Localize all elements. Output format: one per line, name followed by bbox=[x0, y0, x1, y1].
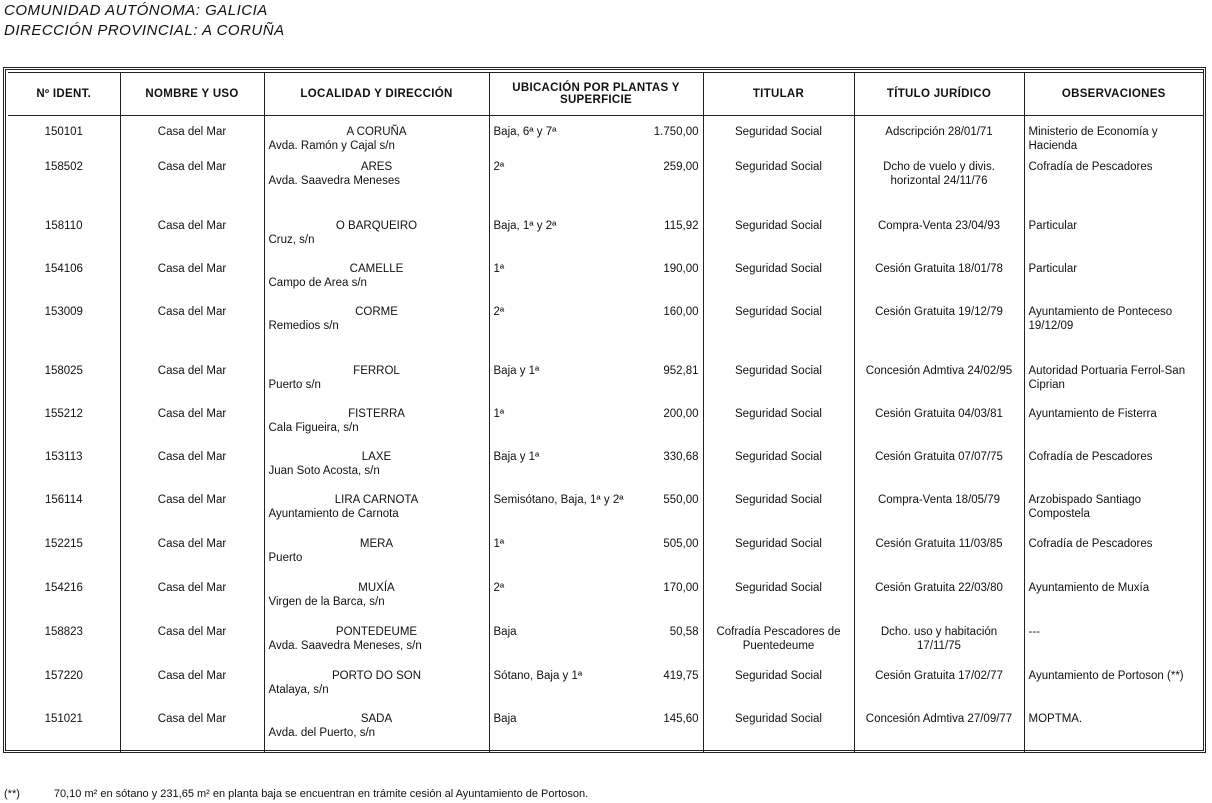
table-row bbox=[8, 219, 1203, 262]
cell-observaciones: Ayuntamiento de Portoson (**) bbox=[1024, 669, 1203, 712]
cell-ident: 158823 bbox=[8, 625, 120, 669]
cell-ubicacion bbox=[489, 116, 703, 160]
cell-nombre: Casa del Mar bbox=[120, 160, 264, 219]
table-row bbox=[8, 493, 1203, 537]
footnote-mark: (**) bbox=[4, 788, 20, 800]
cell-observaciones: --- bbox=[1024, 625, 1203, 669]
localidad-name: O BARQUEIRO bbox=[335, 219, 418, 232]
cell-titulo: Dcho de vuelo y divis. horizontal 24/11/76 bbox=[854, 160, 1024, 219]
cell-titulo: Compra-Venta 23/04/93 bbox=[854, 219, 1024, 262]
cell-nombre: Casa del Mar bbox=[120, 364, 264, 407]
cell-localidad bbox=[264, 407, 489, 450]
localidad-address: Virgen de la Barca, s/n bbox=[268, 595, 385, 608]
localidad-address: Puerto bbox=[268, 551, 303, 564]
cell-nombre: Casa del Mar bbox=[120, 537, 264, 581]
ubicacion-plantas: 2ª bbox=[493, 305, 505, 318]
cell-localidad bbox=[264, 160, 489, 219]
ubicacion-superficie: 50,58 bbox=[669, 625, 699, 638]
cell-titulo: Cesión Gratuita 22/03/80 bbox=[854, 581, 1024, 625]
cell-observaciones: Particular bbox=[1024, 262, 1203, 305]
col-header-titular: TITULAR bbox=[703, 73, 854, 116]
cell-ubicacion bbox=[489, 537, 703, 581]
table-row bbox=[8, 160, 1203, 219]
localidad-name: FERROL bbox=[353, 364, 400, 377]
cell-titular: Seguridad Social bbox=[703, 581, 854, 625]
cell-titular: Cofradía Pescadores de Puentedeume bbox=[703, 625, 854, 669]
cell-localidad bbox=[264, 669, 489, 712]
ubicacion-superficie: 170,00 bbox=[663, 581, 699, 594]
cell-titular: Seguridad Social bbox=[703, 305, 854, 364]
cell-observaciones: Particular bbox=[1024, 219, 1203, 262]
ubicacion-superficie: 200,00 bbox=[663, 407, 699, 420]
cell-observaciones: Cofradía de Pescadores bbox=[1024, 160, 1203, 219]
cell-titular: Seguridad Social bbox=[703, 364, 854, 407]
localidad-name: MERA bbox=[359, 537, 394, 550]
ubicacion-superficie: 115,92 bbox=[664, 219, 699, 232]
province-heading: DIRECCIÓN PROVINCIAL: A CORUÑA bbox=[4, 22, 285, 39]
table-row bbox=[8, 537, 1203, 581]
cell-ident: 154106 bbox=[8, 262, 120, 305]
ubicacion-plantas: 1ª bbox=[493, 262, 505, 275]
cell-ident: 154216 bbox=[8, 581, 120, 625]
col-header-observaciones: OBSERVACIONES bbox=[1024, 73, 1203, 116]
cell-ident: 156114 bbox=[8, 493, 120, 537]
ubicacion-superficie: 505,00 bbox=[663, 537, 699, 550]
table-header-row bbox=[8, 73, 1203, 116]
cell-observaciones: Ministerio de Economía y Hacienda bbox=[1024, 116, 1203, 160]
cell-localidad bbox=[264, 305, 489, 364]
cell-titular: Seguridad Social bbox=[703, 450, 854, 493]
cell-ident: 158502 bbox=[8, 160, 120, 219]
cell-ident: 158110 bbox=[8, 219, 120, 262]
region-heading: COMUNIDAD AUTÓNOMA: GALICIA bbox=[4, 2, 268, 19]
cell-ubicacion bbox=[489, 625, 703, 669]
ubicacion-plantas: Semisótano, Baja, 1ª y 2ª bbox=[493, 493, 624, 506]
ubicacion-superficie: 259,00 bbox=[663, 160, 699, 173]
cell-ubicacion bbox=[489, 160, 703, 219]
ubicacion-superficie: 550,00 bbox=[663, 493, 699, 506]
cell-nombre: Casa del Mar bbox=[120, 669, 264, 712]
cell-ubicacion bbox=[489, 669, 703, 712]
localidad-name: SADA bbox=[360, 712, 393, 725]
cell-nombre: Casa del Mar bbox=[120, 625, 264, 669]
col-header-ident: Nº IDENT. bbox=[8, 73, 120, 116]
cell-localidad bbox=[264, 364, 489, 407]
cell-localidad bbox=[264, 581, 489, 625]
col-header-nombre: NOMBRE Y USO bbox=[120, 73, 264, 116]
cell-ident: 157220 bbox=[8, 669, 120, 712]
cell-nombre: Casa del Mar bbox=[120, 116, 264, 160]
localidad-name: A CORUÑA bbox=[346, 126, 407, 138]
ubicacion-superficie: 160,00 bbox=[663, 305, 699, 318]
cell-observaciones: Ayuntamiento de Muxía bbox=[1024, 581, 1203, 625]
cell-nombre: Casa del Mar bbox=[120, 712, 264, 752]
cell-titular: Seguridad Social bbox=[703, 262, 854, 305]
cell-ident: 158025 bbox=[8, 364, 120, 407]
cell-ubicacion bbox=[489, 712, 703, 752]
ubicacion-superficie: 145,60 bbox=[663, 712, 699, 725]
cell-ubicacion bbox=[489, 407, 703, 450]
cell-ident: 153113 bbox=[8, 450, 120, 493]
footnote-text: 70,10 m² en sótano y 231,65 m² en planta baja se encuentran en trámite cesión al Ayuntamiento de Portoson. bbox=[53, 788, 589, 800]
cell-ubicacion bbox=[489, 262, 703, 305]
localidad-name: LIRA CARNOTA bbox=[334, 493, 419, 506]
ubicacion-superficie: 1.750,00 bbox=[653, 126, 699, 138]
ubicacion-plantas: 1ª bbox=[493, 537, 505, 550]
localidad-name: CAMELLE bbox=[349, 262, 404, 275]
ubicacion-plantas: Sótano, Baja y 1ª bbox=[493, 669, 583, 682]
localidad-name: PORTO DO SON bbox=[331, 669, 422, 682]
localidad-address: Atalaya, s/n bbox=[268, 683, 329, 696]
cell-localidad bbox=[264, 219, 489, 262]
cell-nombre: Casa del Mar bbox=[120, 581, 264, 625]
ubicacion-plantas: Baja bbox=[493, 625, 517, 638]
cell-ubicacion bbox=[489, 219, 703, 262]
cell-titular: Seguridad Social bbox=[703, 669, 854, 712]
cell-ident: 151021 bbox=[8, 712, 120, 752]
cell-observaciones: Ayuntamiento de Ponteceso 19/12/09 bbox=[1024, 305, 1203, 364]
cell-titulo: Cesión Gratuita 17/02/77 bbox=[854, 669, 1024, 712]
cell-titulo: Cesión Gratuita 07/07/75 bbox=[854, 450, 1024, 493]
localidad-name: CORME bbox=[355, 305, 398, 318]
cell-localidad bbox=[264, 116, 489, 160]
localidad-address: Puerto s/n bbox=[268, 378, 321, 391]
ubicacion-superficie: 190,00 bbox=[663, 262, 699, 275]
cell-observaciones: MOPTMA. bbox=[1024, 712, 1203, 752]
localidad-name: PONTEDEUME bbox=[335, 625, 418, 638]
table-row bbox=[8, 305, 1203, 364]
cell-localidad bbox=[264, 625, 489, 669]
table-row bbox=[8, 262, 1203, 305]
localidad-address: Avda. Saavedra Meneses bbox=[268, 174, 400, 187]
cell-titular: Seguridad Social bbox=[703, 219, 854, 262]
ubicacion-plantas: Baja, 6ª y 7ª bbox=[493, 126, 557, 138]
ubicacion-superficie: 952,81 bbox=[663, 364, 699, 377]
cell-ident: 152215 bbox=[8, 537, 120, 581]
cell-titulo: Adscripción 28/01/71 bbox=[854, 116, 1024, 160]
ubicacion-plantas: Baja, 1ª y 2ª bbox=[493, 219, 557, 232]
cell-titulo: Concesión Admtiva 24/02/95 bbox=[854, 364, 1024, 407]
footnote bbox=[4, 788, 588, 800]
localidad-address: Campo de Area s/n bbox=[268, 276, 367, 289]
cell-ubicacion bbox=[489, 364, 703, 407]
localidad-address: Ayuntamiento de Carnota bbox=[268, 507, 399, 520]
ubicacion-plantas: 1ª bbox=[493, 407, 505, 420]
table-row bbox=[8, 116, 1203, 160]
cell-nombre: Casa del Mar bbox=[120, 450, 264, 493]
table-row bbox=[8, 581, 1203, 625]
cell-ubicacion bbox=[489, 493, 703, 537]
cell-titular: Seguridad Social bbox=[703, 493, 854, 537]
cell-nombre: Casa del Mar bbox=[120, 407, 264, 450]
cell-nombre: Casa del Mar bbox=[120, 262, 264, 305]
cell-observaciones: Cofradía de Pescadores bbox=[1024, 450, 1203, 493]
ubicacion-plantas: 2ª bbox=[493, 581, 505, 594]
table-row bbox=[8, 407, 1203, 450]
cell-titular: Seguridad Social bbox=[703, 407, 854, 450]
cell-nombre: Casa del Mar bbox=[120, 493, 264, 537]
cell-ident: 155212 bbox=[8, 407, 120, 450]
table-row bbox=[8, 712, 1203, 752]
cell-titular: Seguridad Social bbox=[703, 537, 854, 581]
cell-titulo: Cesión Gratuita 04/03/81 bbox=[854, 407, 1024, 450]
cell-ident: 150101 bbox=[8, 116, 120, 160]
cell-titulo: Concesión Admtiva 27/09/77 bbox=[854, 712, 1024, 752]
cell-ident: 153009 bbox=[8, 305, 120, 364]
cell-titulo: Cesión Gratuita 19/12/79 bbox=[854, 305, 1024, 364]
cell-localidad bbox=[264, 537, 489, 581]
ubicacion-plantas: 2ª bbox=[493, 160, 505, 173]
cell-titular: Seguridad Social bbox=[703, 712, 854, 752]
col-header-localidad: LOCALIDAD Y DIRECCIÓN bbox=[264, 73, 489, 116]
cell-nombre: Casa del Mar bbox=[120, 305, 264, 364]
cell-localidad bbox=[264, 262, 489, 305]
cell-observaciones: Arzobispado Santiago Compostela bbox=[1024, 493, 1203, 537]
cell-titulo: Dcho. uso y habitación 17/11/75 bbox=[854, 625, 1024, 669]
cell-titular: Seguridad Social bbox=[703, 116, 854, 160]
localidad-address: Avda. Saavedra Meneses, s/n bbox=[268, 639, 422, 652]
cell-ubicacion bbox=[489, 305, 703, 364]
ubicacion-plantas: Baja y 1ª bbox=[493, 450, 540, 463]
ubicacion-plantas: Baja bbox=[493, 712, 517, 725]
cell-observaciones: Autoridad Portuaria Ferrol-San Ciprian bbox=[1024, 364, 1203, 407]
localidad-address: Juan Soto Acosta, s/n bbox=[268, 464, 380, 477]
cell-observaciones: Ayuntamiento de Fisterra bbox=[1024, 407, 1203, 450]
ubicacion-superficie: 330,68 bbox=[663, 450, 699, 463]
localidad-address: Avda. del Puerto, s/n bbox=[268, 726, 376, 739]
cell-localidad bbox=[264, 450, 489, 493]
localidad-address: Cruz, s/n bbox=[268, 233, 315, 246]
cell-titular: Seguridad Social bbox=[703, 160, 854, 219]
localidad-address: Cala Figueira, s/n bbox=[268, 421, 359, 434]
property-table bbox=[8, 72, 1203, 752]
table-row bbox=[8, 669, 1203, 712]
localidad-name: MUXÍA bbox=[358, 581, 395, 594]
ubicacion-plantas: Baja y 1ª bbox=[493, 364, 540, 377]
localidad-address: Avda. Ramón y Cajal s/n bbox=[268, 140, 395, 152]
localidad-address: Remedios s/n bbox=[268, 319, 339, 332]
localidad-name: ARES bbox=[360, 160, 393, 173]
table-row bbox=[8, 625, 1203, 669]
localidad-name: LAXE bbox=[361, 450, 392, 463]
property-table-frame bbox=[3, 67, 1206, 753]
table-row bbox=[8, 364, 1203, 407]
table-row bbox=[8, 450, 1203, 493]
cell-observaciones: Cofradía de Pescadores bbox=[1024, 537, 1203, 581]
cell-ubicacion bbox=[489, 450, 703, 493]
cell-ubicacion bbox=[489, 581, 703, 625]
cell-titulo: Cesión Gratuita 18/01/78 bbox=[854, 262, 1024, 305]
ubicacion-superficie: 419,75 bbox=[663, 669, 699, 682]
localidad-name: FISTERRA bbox=[348, 407, 405, 420]
cell-localidad bbox=[264, 493, 489, 537]
col-header-ubicacion: UBICACIÓN POR PLANTAS Y SUPERFICIE bbox=[489, 73, 703, 116]
cell-titulo: Compra-Venta 18/05/79 bbox=[854, 493, 1024, 537]
cell-nombre: Casa del Mar bbox=[120, 219, 264, 262]
col-header-titulo: TÍTULO JURÍDICO bbox=[854, 73, 1024, 116]
cell-titulo: Cesión Gratuita 11/03/85 bbox=[854, 537, 1024, 581]
table-body bbox=[8, 116, 1203, 752]
cell-localidad bbox=[264, 712, 489, 752]
